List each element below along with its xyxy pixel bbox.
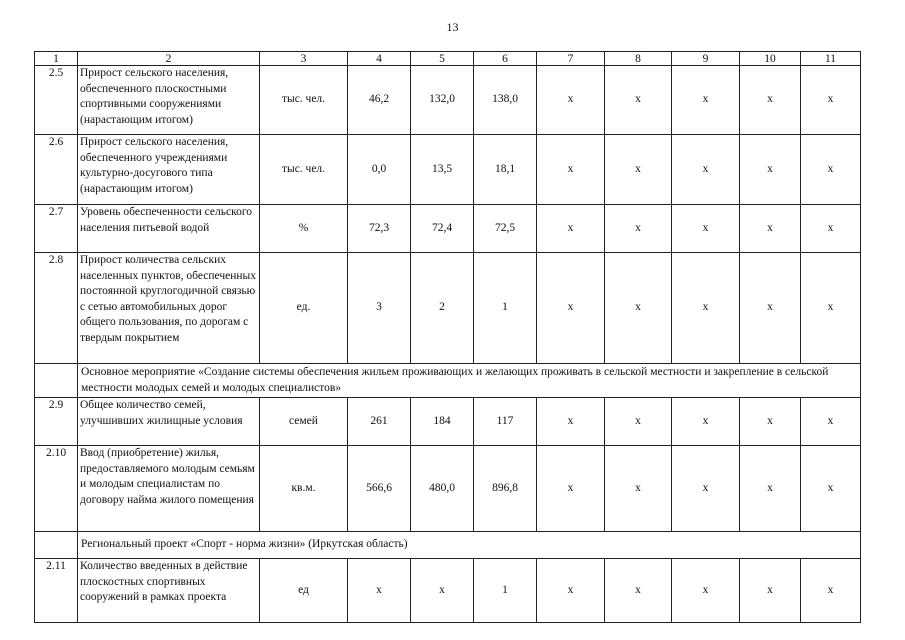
column-header: 1 [35, 52, 78, 66]
indicator-name: Общее количество семей, улучшивших жилищные условия [78, 398, 260, 446]
value-cell: х [348, 559, 411, 623]
value-cell: х [801, 559, 861, 623]
value-cell: х [740, 446, 801, 532]
value-cell: 117 [474, 398, 537, 446]
column-header: 4 [348, 52, 411, 66]
table-row [35, 66, 861, 135]
value-cell: х [672, 253, 740, 364]
value-cell: х [801, 66, 861, 135]
row-number: 2.8 [35, 253, 78, 364]
table-row [35, 253, 861, 364]
value-cell: 72,3 [348, 205, 411, 253]
row-number-empty [35, 364, 78, 398]
value-cell: х [801, 446, 861, 532]
row-number: 2.6 [35, 135, 78, 205]
value-cell: х [605, 253, 672, 364]
value-cell: х [605, 559, 672, 623]
value-cell: х [605, 135, 672, 205]
section-title: Региональный проект «Спорт - норма жизни» (Иркутская область) [78, 532, 861, 559]
value-cell: 138,0 [474, 66, 537, 135]
value-cell: 1 [474, 559, 537, 623]
value-cell: х [537, 446, 605, 532]
value-cell: х [740, 398, 801, 446]
value-cell: х [537, 66, 605, 135]
section-row [35, 364, 861, 398]
value-cell: х [801, 253, 861, 364]
value-cell: х [537, 253, 605, 364]
value-cell: 72,4 [411, 205, 474, 253]
indicator-name: Уровень обеспеченности сельского населения питьевой водой [78, 205, 260, 253]
value-cell: 566,6 [348, 446, 411, 532]
column-header: 8 [605, 52, 672, 66]
value-cell: 2 [411, 253, 474, 364]
section-row [35, 532, 861, 559]
indicator-name: Прирост сельского населения, обеспеченного учреждениями культурно-досугового типа (нарастающим итогом) [78, 135, 260, 205]
column-header: 5 [411, 52, 474, 66]
value-cell: х [672, 398, 740, 446]
value-cell: 261 [348, 398, 411, 446]
value-cell: х [537, 205, 605, 253]
unit: ед [260, 559, 348, 623]
indicator-name: Прирост сельского населения, обеспеченного плоскостными спортивными сооружениями (нарастающим итогом) [78, 66, 260, 135]
table-row [35, 205, 861, 253]
value-cell: х [801, 398, 861, 446]
value-cell: 18,1 [474, 135, 537, 205]
value-cell: х [411, 559, 474, 623]
value-cell: 480,0 [411, 446, 474, 532]
unit: ед. [260, 253, 348, 364]
value-cell: 184 [411, 398, 474, 446]
value-cell: 3 [348, 253, 411, 364]
value-cell: х [740, 205, 801, 253]
column-header: 10 [740, 52, 801, 66]
value-cell: х [740, 559, 801, 623]
value-cell: 46,2 [348, 66, 411, 135]
column-header: 6 [474, 52, 537, 66]
value-cell: х [801, 135, 861, 205]
value-cell: х [672, 66, 740, 135]
value-cell: 896,8 [474, 446, 537, 532]
column-header: 7 [537, 52, 605, 66]
indicators-table [34, 51, 861, 623]
column-header: 3 [260, 52, 348, 66]
table-row [35, 398, 861, 446]
value-cell: х [672, 446, 740, 532]
value-cell: х [672, 135, 740, 205]
column-header: 9 [672, 52, 740, 66]
indicator-name: Прирост количества сельских населенных пунктов, обеспеченных постоянной круглогодичной связью с сетью автомобильных дорог общего пользования, по дорогам с твердым покрытием [78, 253, 260, 364]
value-cell: х [537, 559, 605, 623]
value-cell: х [740, 253, 801, 364]
row-number: 2.10 [35, 446, 78, 532]
indicator-name: Количество введенных в действие плоскостных спортивных сооружений в рамках проекта [78, 559, 260, 623]
column-header: 11 [801, 52, 861, 66]
value-cell: х [801, 205, 861, 253]
value-cell: х [605, 205, 672, 253]
table-row [35, 446, 861, 532]
row-number: 2.9 [35, 398, 78, 446]
column-header: 2 [78, 52, 260, 66]
value-cell: х [537, 135, 605, 205]
row-number-empty [35, 532, 78, 559]
table-row [35, 559, 861, 623]
table-row [35, 135, 861, 205]
value-cell: 72,5 [474, 205, 537, 253]
value-cell: 1 [474, 253, 537, 364]
value-cell: 13,5 [411, 135, 474, 205]
value-cell: 0,0 [348, 135, 411, 205]
unit: тыс. чел. [260, 135, 348, 205]
section-title: Основное мероприятие «Создание системы обеспечения жильем проживающих и желающих проживать в сельской местности и закрепление в сельской местности молодых семей и молодых специалистов» [78, 364, 861, 398]
unit: семей [260, 398, 348, 446]
column-number-row [35, 52, 861, 66]
page-number: 13 [446, 20, 459, 34]
value-cell: х [740, 66, 801, 135]
value-cell: 132,0 [411, 66, 474, 135]
unit: % [260, 205, 348, 253]
row-number: 2.7 [35, 205, 78, 253]
value-cell: х [672, 559, 740, 623]
unit: кв.м. [260, 446, 348, 532]
unit: тыс. чел. [260, 66, 348, 135]
value-cell: х [672, 205, 740, 253]
indicator-name: Ввод (приобретение) жилья, предоставляемого молодым семьям и молодым специалистам по договору найма жилого помещения [78, 446, 260, 532]
value-cell: х [740, 135, 801, 205]
row-number: 2.11 [35, 559, 78, 623]
row-number: 2.5 [35, 66, 78, 135]
value-cell: х [605, 446, 672, 532]
value-cell: х [605, 66, 672, 135]
value-cell: х [605, 398, 672, 446]
value-cell: х [537, 398, 605, 446]
